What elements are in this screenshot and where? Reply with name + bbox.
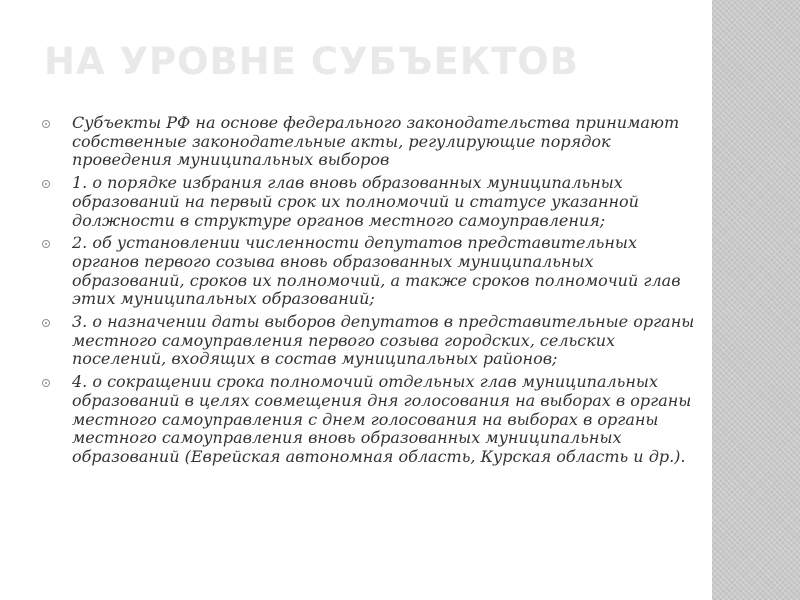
circle-bullet-icon (42, 240, 50, 248)
bullet-item (40, 313, 700, 369)
circle-bullet-icon (42, 120, 50, 128)
circle-bullet-icon (42, 379, 50, 387)
circle-bullet-icon (42, 319, 50, 327)
bullet-item (40, 114, 700, 170)
bullet-list (40, 114, 700, 471)
bullet-text: Субъекты РФ на основе федерального законодательства принимают собственные законодательные акты, регулирующие порядок проведения муниципальных выборов (72, 113, 680, 170)
decorative-side-panel (712, 0, 800, 600)
bullet-item (40, 234, 700, 309)
bullet-item (40, 174, 700, 230)
slide-title: НА УРОВНЕ СУБЪЕКТОВ (44, 40, 579, 83)
bullet-text: 1. о порядке избрания глав вновь образованных муниципальных образований на первый срок их полномочий и статусе указанной должности в структуре органов местного самоуправления; (72, 173, 639, 230)
bullet-item (40, 373, 700, 467)
circle-bullet-icon (42, 180, 50, 188)
bullet-text: 2. об установлении численности депутатов представительных органов первого созыва вновь образованных муниципальных образований, сроков их полномочий, а также сроков полномочий глав этих муниципальных образований; (72, 233, 681, 309)
bullet-text: 4. о сокращении срока полномочий отдельных глав муниципальных образований в целях совмещения дня голосования на выборах в органы местного самоуправления с днем голосования на выборах в органы местного самоуправления вновь образованных муниципальных образований (Еврейская автономная область, Курская область и др.). (72, 372, 692, 466)
bullet-text: 3. о назначении даты выборов депутатов в представительные органы местного самоуправления первого созыва городских, сельских поселений, входящих в состав муниципальных районов; (72, 312, 695, 369)
